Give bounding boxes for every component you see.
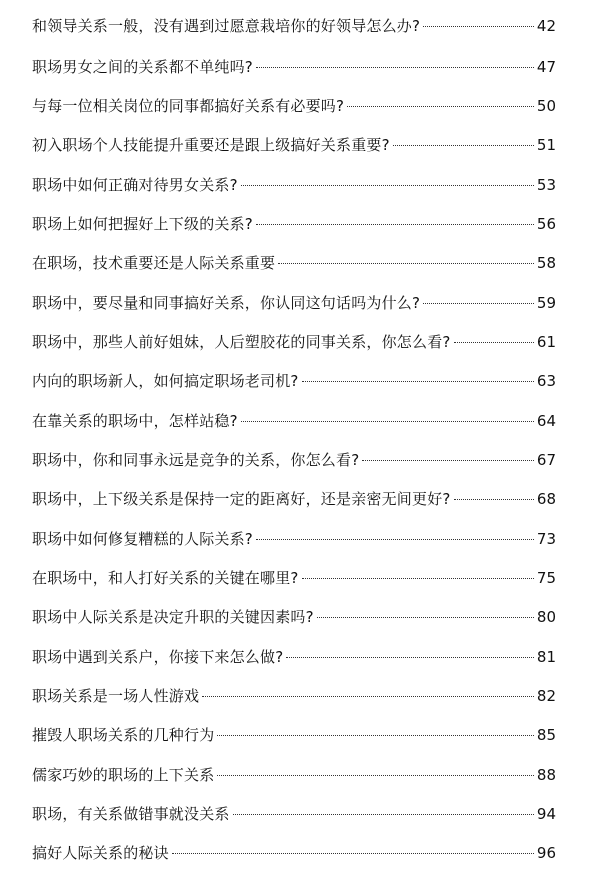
toc-entry-1[interactable] [32, 14, 556, 38]
toc-entry-10[interactable] [32, 369, 556, 393]
toc-entry-5[interactable] [32, 173, 556, 197]
toc-entry-page: 67 [536, 451, 556, 469]
toc-entry-title: 职场中，那些人前好姐妹，人后塑胶花的同事关系，你怎么看? [32, 333, 451, 351]
toc-entry-title: 职场中，你和同事永远是竞争的关系，你怎么看? [32, 451, 360, 469]
toc-entry-title: 职场男女之间的关系都不单纯吗? [32, 58, 253, 76]
toc-entry-6[interactable] [32, 212, 556, 236]
toc-entry-page: 64 [536, 412, 556, 430]
toc-entry-title: 在职场，技术重要还是人际关系重要 [32, 254, 276, 272]
toc-entry-page: 88 [536, 766, 556, 784]
toc-entry-page: 73 [536, 530, 556, 548]
dot-leader [256, 67, 534, 68]
toc-entry-title: 职场，有关系做错事就没关系 [32, 805, 230, 823]
toc-entry-title: 职场中遇到关系户，你接下来怎么做? [32, 648, 284, 666]
dot-leader [217, 775, 534, 776]
toc-entry-title: 搞好人际关系的秘诀 [32, 844, 169, 862]
dot-leader [362, 460, 534, 461]
toc-entry-title: 儒家巧妙的职场的上下关系 [32, 766, 215, 784]
toc-entry-title: 职场中，要尽量和同事搞好关系，你认同这句话吗为什么? [32, 294, 421, 312]
toc-entry-3[interactable] [32, 94, 556, 118]
toc-entry-title: 职场关系是一场人性游戏 [32, 687, 200, 705]
toc-entry-page: 56 [536, 215, 556, 233]
dot-leader [423, 303, 534, 304]
dot-leader [241, 185, 534, 186]
toc-entry-title: 职场中如何正确对待男女关系? [32, 176, 238, 194]
toc-entry-page: 53 [536, 176, 556, 194]
toc-entry-page: 58 [536, 254, 556, 272]
toc-entry-title: 在靠关系的职场中，怎样站稳? [32, 412, 238, 430]
dot-leader [233, 814, 534, 815]
toc-entry-7[interactable] [32, 251, 556, 275]
dot-leader [217, 735, 534, 736]
dot-leader [317, 617, 534, 618]
toc-entry-14[interactable] [32, 527, 556, 551]
dot-leader [454, 342, 534, 343]
dot-leader [286, 657, 534, 658]
toc-entry-page: 96 [536, 844, 556, 862]
dot-leader [302, 381, 534, 382]
toc-entry-page: 50 [536, 97, 556, 115]
toc-entry-2[interactable] [32, 55, 556, 79]
toc-entry-20[interactable] [32, 763, 556, 787]
dot-leader [302, 578, 534, 579]
dot-leader [393, 145, 534, 146]
toc-entry-page: 47 [536, 58, 556, 76]
toc-entry-title: 职场上如何把握好上下级的关系? [32, 215, 253, 233]
toc-entry-page: 94 [536, 805, 556, 823]
toc-entry-page: 81 [536, 648, 556, 666]
toc-entry-12[interactable] [32, 448, 556, 472]
toc-entry-page: 68 [536, 490, 556, 508]
toc-entry-title: 内向的职场新人，如何搞定职场老司机? [32, 372, 299, 390]
toc-entry-title: 和领导关系一般，没有遇到过愿意栽培你的好领导怎么办? [32, 17, 421, 35]
toc-entry-19[interactable] [32, 723, 556, 747]
toc-entry-page: 42 [536, 17, 556, 35]
toc-entry-21[interactable] [32, 802, 556, 826]
toc-entry-page: 80 [536, 608, 556, 626]
toc-entry-22[interactable] [32, 841, 556, 865]
toc-entry-page: 61 [536, 333, 556, 351]
dot-leader [202, 696, 534, 697]
toc-entry-16[interactable] [32, 605, 556, 629]
toc-entry-title: 职场中如何修复糟糕的人际关系? [32, 530, 253, 548]
toc-entry-title: 职场中，上下级关系是保持一定的距离好，还是亲密无间更好? [32, 490, 451, 508]
toc-entry-page: 82 [536, 687, 556, 705]
toc-entry-title: 初入职场个人技能提升重要还是跟上级搞好关系重要? [32, 136, 390, 154]
dot-leader [278, 263, 534, 264]
dot-leader [256, 224, 534, 225]
toc-entry-title: 职场中人际关系是决定升职的关键因素吗? [32, 608, 314, 626]
toc-entry-13[interactable] [32, 487, 556, 511]
toc-entry-4[interactable] [32, 133, 556, 157]
dot-leader [454, 499, 534, 500]
toc-entry-page: 75 [536, 569, 556, 587]
dot-leader [347, 106, 534, 107]
toc-entry-17[interactable] [32, 645, 556, 669]
toc-entry-8[interactable] [32, 291, 556, 315]
dot-leader [256, 539, 534, 540]
toc-entry-page: 85 [536, 726, 556, 744]
toc-entry-18[interactable] [32, 684, 556, 708]
toc-entry-title: 在职场中，和人打好关系的关键在哪里? [32, 569, 299, 587]
toc-entry-page: 59 [536, 294, 556, 312]
toc-entry-title: 与每一位相关岗位的同事都搞好关系有必要吗? [32, 97, 345, 115]
toc-entry-page: 63 [536, 372, 556, 390]
toc-entry-11[interactable] [32, 409, 556, 433]
toc-entry-title: 摧毁人职场关系的几种行为 [32, 726, 215, 744]
toc-entry-15[interactable] [32, 566, 556, 590]
toc-entry-page: 51 [536, 136, 556, 154]
dot-leader [241, 421, 534, 422]
dot-leader [172, 853, 534, 854]
dot-leader [423, 26, 534, 27]
toc-entry-9[interactable] [32, 330, 556, 354]
